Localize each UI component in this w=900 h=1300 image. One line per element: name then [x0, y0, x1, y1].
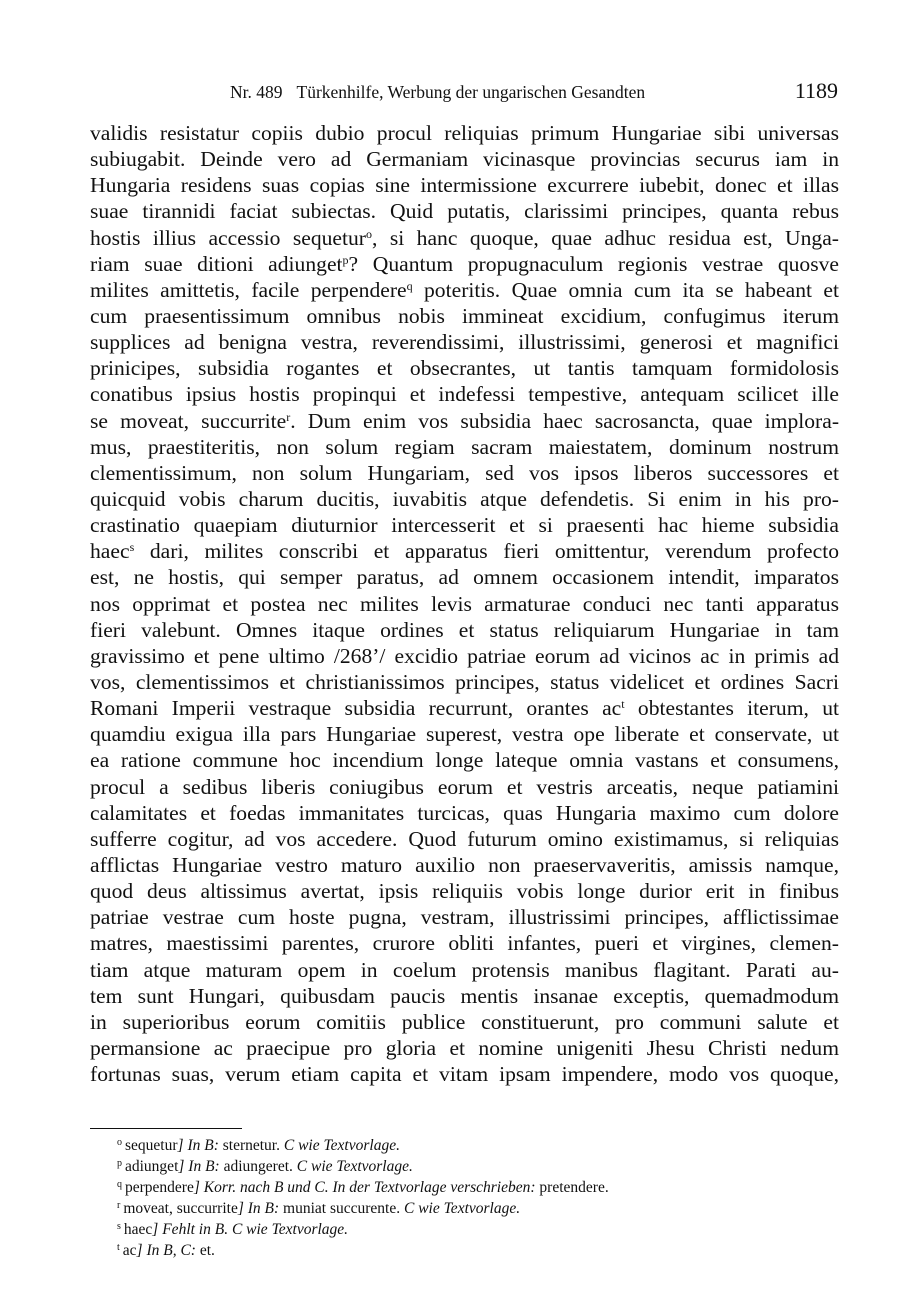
footnote-lemma: haec — [123, 1221, 153, 1238]
text-line: tiam atque maturam opem in coelum protensis manibus flagitant. Parati au- — [90, 957, 839, 982]
footnote — [117, 1132, 837, 1153]
footnote-reference: o — [365, 226, 372, 241]
text-line: crastinatio quaepiam diuturnior intercesserit et si praesenti hac hieme subsidia — [90, 513, 839, 538]
text-line: se moveat, succurrite$^r$. Dum enim vos subsidia haec sacrosancta, quae implora- — [90, 408, 840, 433]
footnote-mark: o — [117, 1137, 122, 1148]
text-line: hostis illius accessio sequetur$^o$, si hanc quoque, quae adhuc residua est, Unga- — [90, 225, 839, 250]
text-line: haec$^s$ dari, milites conscribi et apparatus fieri omittentur, verendum profecto — [90, 539, 839, 564]
text-line: cum praesentissimum omnibus nobis immineat excidium, confugimus iterum — [90, 303, 839, 328]
document-number: Nr. 489 — [230, 82, 283, 102]
footnotes — [117, 1132, 837, 1258]
footnote-mark: q — [117, 1179, 122, 1190]
editorial-note: In B: — [188, 1158, 220, 1175]
editorial-note: In B, C: — [146, 1242, 196, 1259]
text-line: procul a sedibus liberis coniugibus eorum et vestris arceatis, neque patiamini — [90, 774, 839, 799]
footnote — [117, 1174, 837, 1195]
text-line: tem sunt Hungari, quibusdam paucis mentis insanae exceptis, quemadmodum — [90, 983, 839, 1008]
text-line: quod deus altissimus avertat, ipsis reliquiis vobis longe durior erit in finibus — [90, 879, 839, 904]
footnote-reference: p — [342, 252, 349, 267]
text-line: quamdiu exigua illa pars Hungariae superest, vestra ope liberate et conservate, ut — [90, 722, 839, 747]
footnote-mark: s — [117, 1221, 121, 1232]
text-line: prinicipes, subsidia rogantes et obsecrantes, ut tantis tamquam formidolosis — [90, 356, 839, 381]
text-line: quicquid vobis charum ducitis, iuvabitis atque defendetis. Si enim in his pro- — [90, 486, 839, 511]
footnote-reference: q — [406, 278, 413, 293]
text-line: supplices ad benigna vestra, reverendissimi, illustrissimi, generosi et magnifici — [90, 330, 839, 355]
text-line: riam suae ditioni adiunget$^p$? Quantum propugnaculum regionis vestrae quosve — [90, 251, 839, 276]
text-line: matres, maestissimi parentes, crurore obliti infantes, pueri et virgines, clemen- — [90, 931, 839, 956]
text-line: permansione ac praecipue pro gloria et nomine unigeniti Jhesu Christi nedum — [90, 1035, 839, 1060]
footnote-rule — [90, 1128, 242, 1129]
editorial-note: C wie Textvorlage. — [296, 1158, 413, 1175]
text-line: est, ne hostis, qui semper paratus, ad omnem occasionem intendit, imparatos — [90, 565, 839, 590]
text-line: mus, praestiteritis, non solum regiam sacram maiestatem, dominum nostrum — [90, 434, 839, 459]
text-line: validis resistatur copiis dubio procul reliquias primum Hungariae sibi universas — [90, 121, 839, 145]
editorial-note: C wie Textvorlage. — [283, 1137, 400, 1154]
editorial-note: Korr. nach B und C. In der Textvorlage verschrieben: — [203, 1179, 536, 1196]
text-line: suae tirannidi faciat subiectas. Quid putatis, clarissimi principes, quanta rebus — [90, 199, 839, 224]
footnote-reference: s — [129, 540, 135, 555]
variant-reading: pretendere. — [535, 1179, 609, 1196]
lemma-separator: ] — [136, 1242, 147, 1259]
footnote — [117, 1237, 837, 1258]
running-title: Türkenhilfe, Werbung der ungarischen Gesandten — [296, 82, 646, 102]
lemma-separator: ] — [152, 1221, 163, 1238]
text-line: Hungaria residens suas copias sine intermissione excurrere iubebit, donec et illas — [90, 173, 839, 198]
text-line: milites amittetis, facile perpendere$^q$ poteritis. Quae omnia cum ita se habeant et — [90, 277, 839, 302]
footnote-lemma: adiunget — [125, 1158, 179, 1175]
body-text — [90, 120, 839, 1087]
text-line: in superioribus eorum comitiis publice constituerunt, pro communi salute et — [90, 1009, 839, 1034]
text-line: patriae vestrae cum hoste pugna, vestram, illustrissimi principes, afflictissimae — [90, 905, 839, 930]
editorial-note: In B: — [247, 1200, 280, 1217]
text-line: clementissimum, non solum Hungariam, sed vos ipsos liberos successores et — [90, 460, 839, 485]
variant-reading: muniat succurente. — [279, 1200, 404, 1217]
editorial-note: C wie Textvorlage. — [404, 1200, 521, 1217]
text-line: calamitates et foedas immanitates turcicas, quas Hungaria maximo cum dolore — [90, 800, 839, 825]
lemma-separator: ] — [178, 1158, 189, 1175]
footnote-lemma: perpendere — [125, 1179, 194, 1196]
footnote — [117, 1216, 837, 1237]
page-number: 1189 — [794, 78, 838, 103]
header-title — [230, 82, 645, 103]
text-line: ea ratione commune hoc incendium longe lateque omnia vastans et consumens, — [90, 748, 839, 773]
footnote — [117, 1195, 837, 1216]
footnote-reference: r — [286, 409, 291, 424]
footnote-lemma: ac — [122, 1242, 137, 1259]
footnote-mark: t — [117, 1242, 120, 1253]
editorial-note: In B: — [187, 1137, 219, 1154]
footnote-mark: r — [117, 1200, 121, 1211]
footnote-mark: p — [117, 1158, 122, 1169]
footnote-reference: t — [621, 697, 625, 712]
text-line: Romani Imperii vestraque subsidia recurrunt, orantes ac$^t$ obtestantes iterum, ut — [90, 696, 839, 721]
footnote — [117, 1153, 837, 1174]
text-line: vos, clementissimos et christianissimos principes, status videlicet et ordines Sacri — [90, 669, 839, 694]
text-line: gravissimo et pene ultimo /268’/ excidio patriae eorum ad vicinos ac in primis ad — [90, 643, 839, 668]
text-line: conatibus ipsius hostis propinqui et indefessi tempestive, antequam scilicet ille — [90, 382, 839, 407]
text-line: fortunas suas, verum etiam capita et vitam ipsam impendere, modo vos quoque, — [90, 1062, 839, 1087]
editorial-note: Fehlt in B. C wie Textvorlage. — [162, 1221, 349, 1238]
text-line: afflictas Hungariae vestro maturo auxilio non praeservaveritis, amissis namque, — [90, 852, 839, 877]
lemma-separator: ] — [177, 1137, 188, 1154]
text-line: sufferre cogitur, ad vos accedere. Quod futurum omino existimamus, si reliquias — [90, 826, 839, 851]
text-line: nos opprimat et postea nec milites levis armaturae conduci nec tanti apparatus — [90, 591, 839, 616]
text-line: fieri valebunt. Omnes itaque ordines et status reliquiarum Hungariae in tam — [90, 617, 839, 642]
text-line: subiugabit. Deinde vero ad Germaniam vicinasque provincias securus iam in — [90, 147, 839, 172]
variant-reading: et. — [195, 1242, 215, 1259]
footnote-lemma: sequetur — [125, 1137, 178, 1154]
lemma-separator: ] — [193, 1179, 204, 1196]
variant-reading: adiungeret. — [219, 1158, 297, 1175]
variant-reading: sternetur. — [218, 1137, 284, 1154]
running-header — [90, 80, 838, 106]
footnote-lemma: moveat, succurrite — [123, 1200, 238, 1217]
lemma-separator: ] — [237, 1200, 248, 1217]
